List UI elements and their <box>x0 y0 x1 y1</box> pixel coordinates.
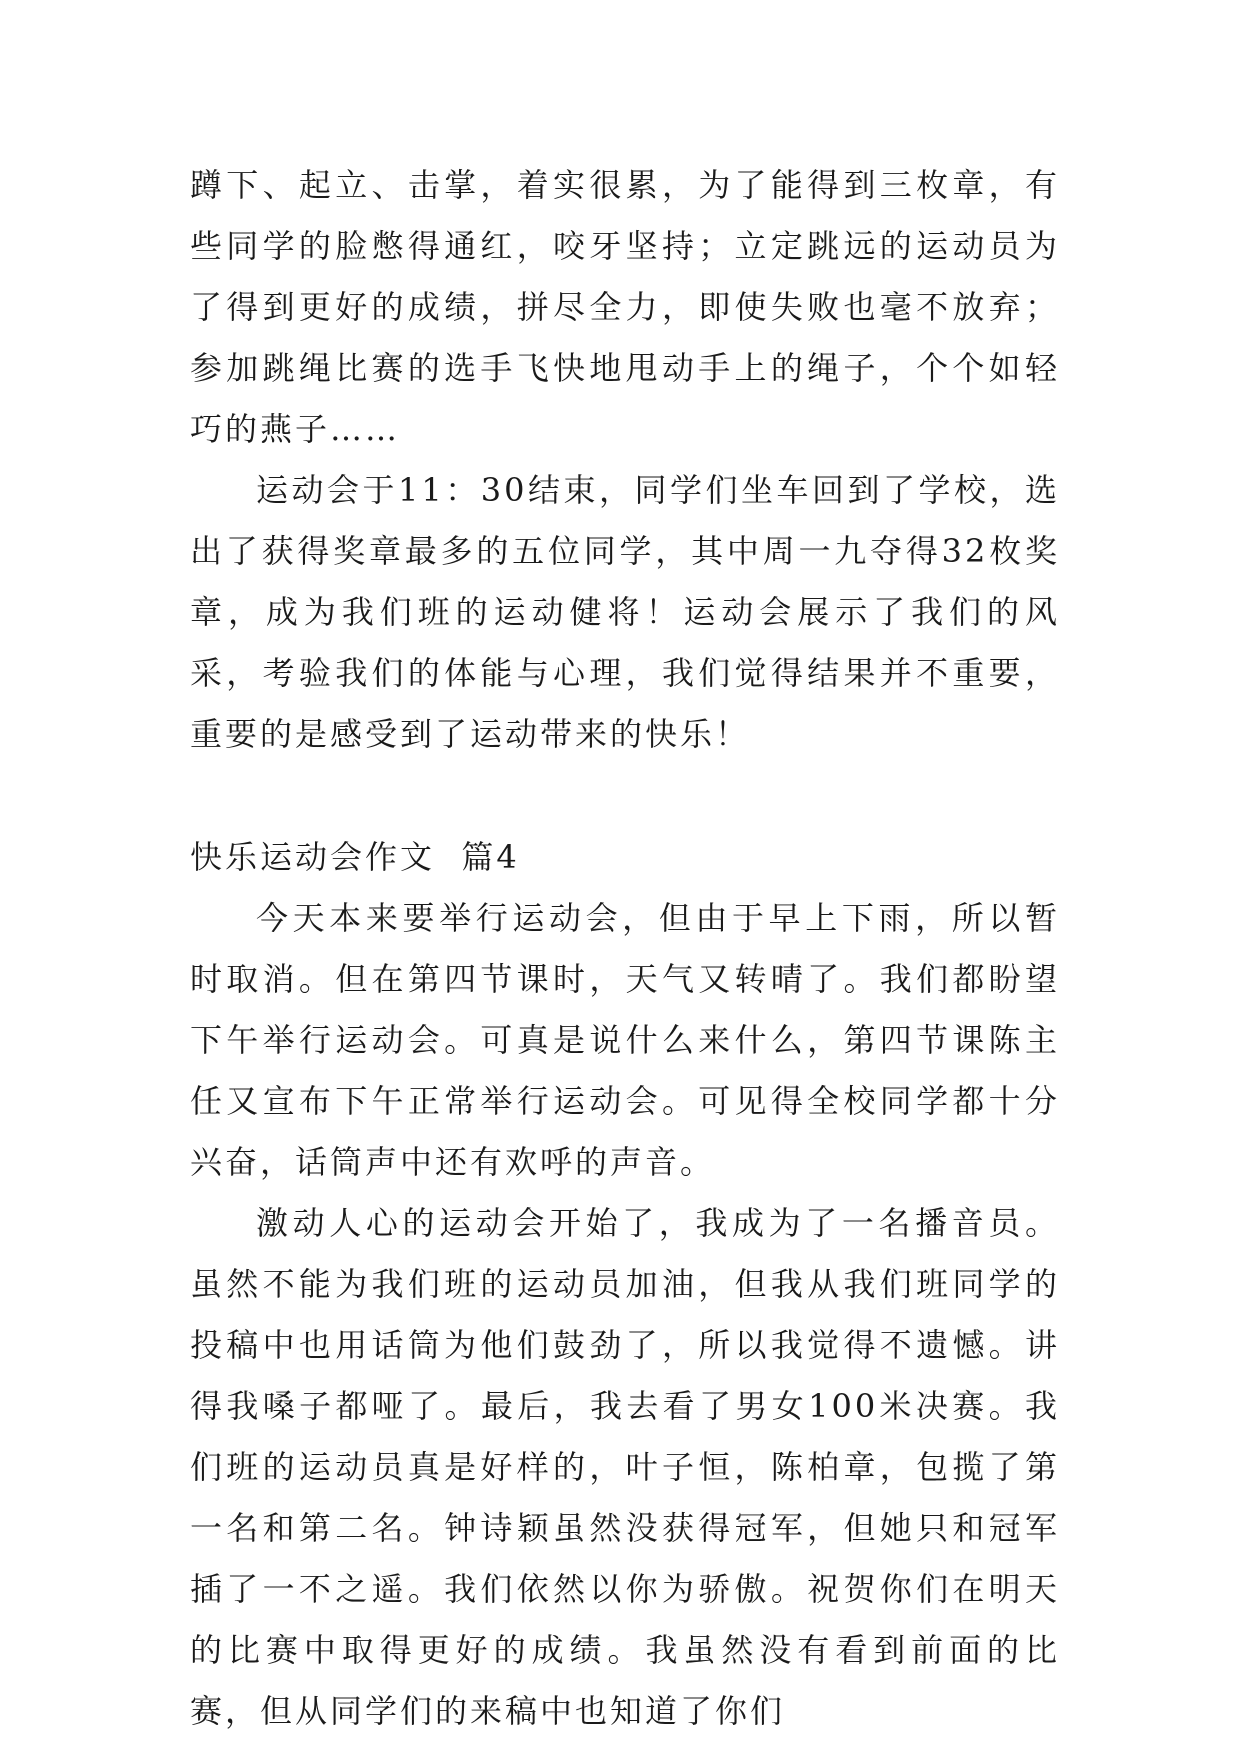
paragraph-end: 运动会于11：30结束，同学们坐车回到了学校，选出了获得奖章最多的五位同学，其中周一九夺得32枚奖章，成为我们班的运动健将！运动会展示了我们的风采，考验我们的体能与心理，我们觉得结果并不重要，重要的是感受到了运动带来的快乐！ <box>190 471 1060 753</box>
section-heading: 快乐运动会作文 篇4 <box>190 838 520 876</box>
paragraph-2: 激动人心的运动会开始了，我成为了一名播音员。虽然不能为我们班的运动员加油，但我从我们班同学的投稿中也用话筒为他们鼓劲了，所以我觉得不遗憾。讲得我嗓子都哑了。最后，我去看了男女100米决赛。我们班的运动员真是好样的，叶子恒，陈柏章，包揽了第一名和第二名。钟诗颖虽然没获得冠军，但她只和冠军插了一不之遥。我们依然以你为骄傲。祝贺你们在明天的比赛中取得更好的成绩。我虽然没有看到前面的比赛，但从同学们的来稿中也知道了你们 <box>190 1204 1060 1730</box>
section-spacer <box>190 765 1060 827</box>
paragraph-continued: 蹲下、起立、击掌，着实很累，为了能得到三枚章，有些同学的脸憋得通红，咬牙坚持；立定跳远的运动员为了得到更好的成绩，拼尽全力，即使失败也毫不放弃；参加跳绳比赛的选手飞快地甩动手上的绳子，个个如轻巧的燕子…… <box>190 166 1060 448</box>
document-page <box>190 155 1060 1742</box>
paragraph-1: 今天本来要举行运动会，但由于早上下雨，所以暂时取消。但在第四节课时，天气又转晴了。我们都盼望下午举行运动会。可真是说什么来什么，第四节课陈主任又宣布下午正常举行运动会。可见得全校同学都十分兴奋，话筒声中还有欢呼的声音。 <box>190 899 1060 1181</box>
